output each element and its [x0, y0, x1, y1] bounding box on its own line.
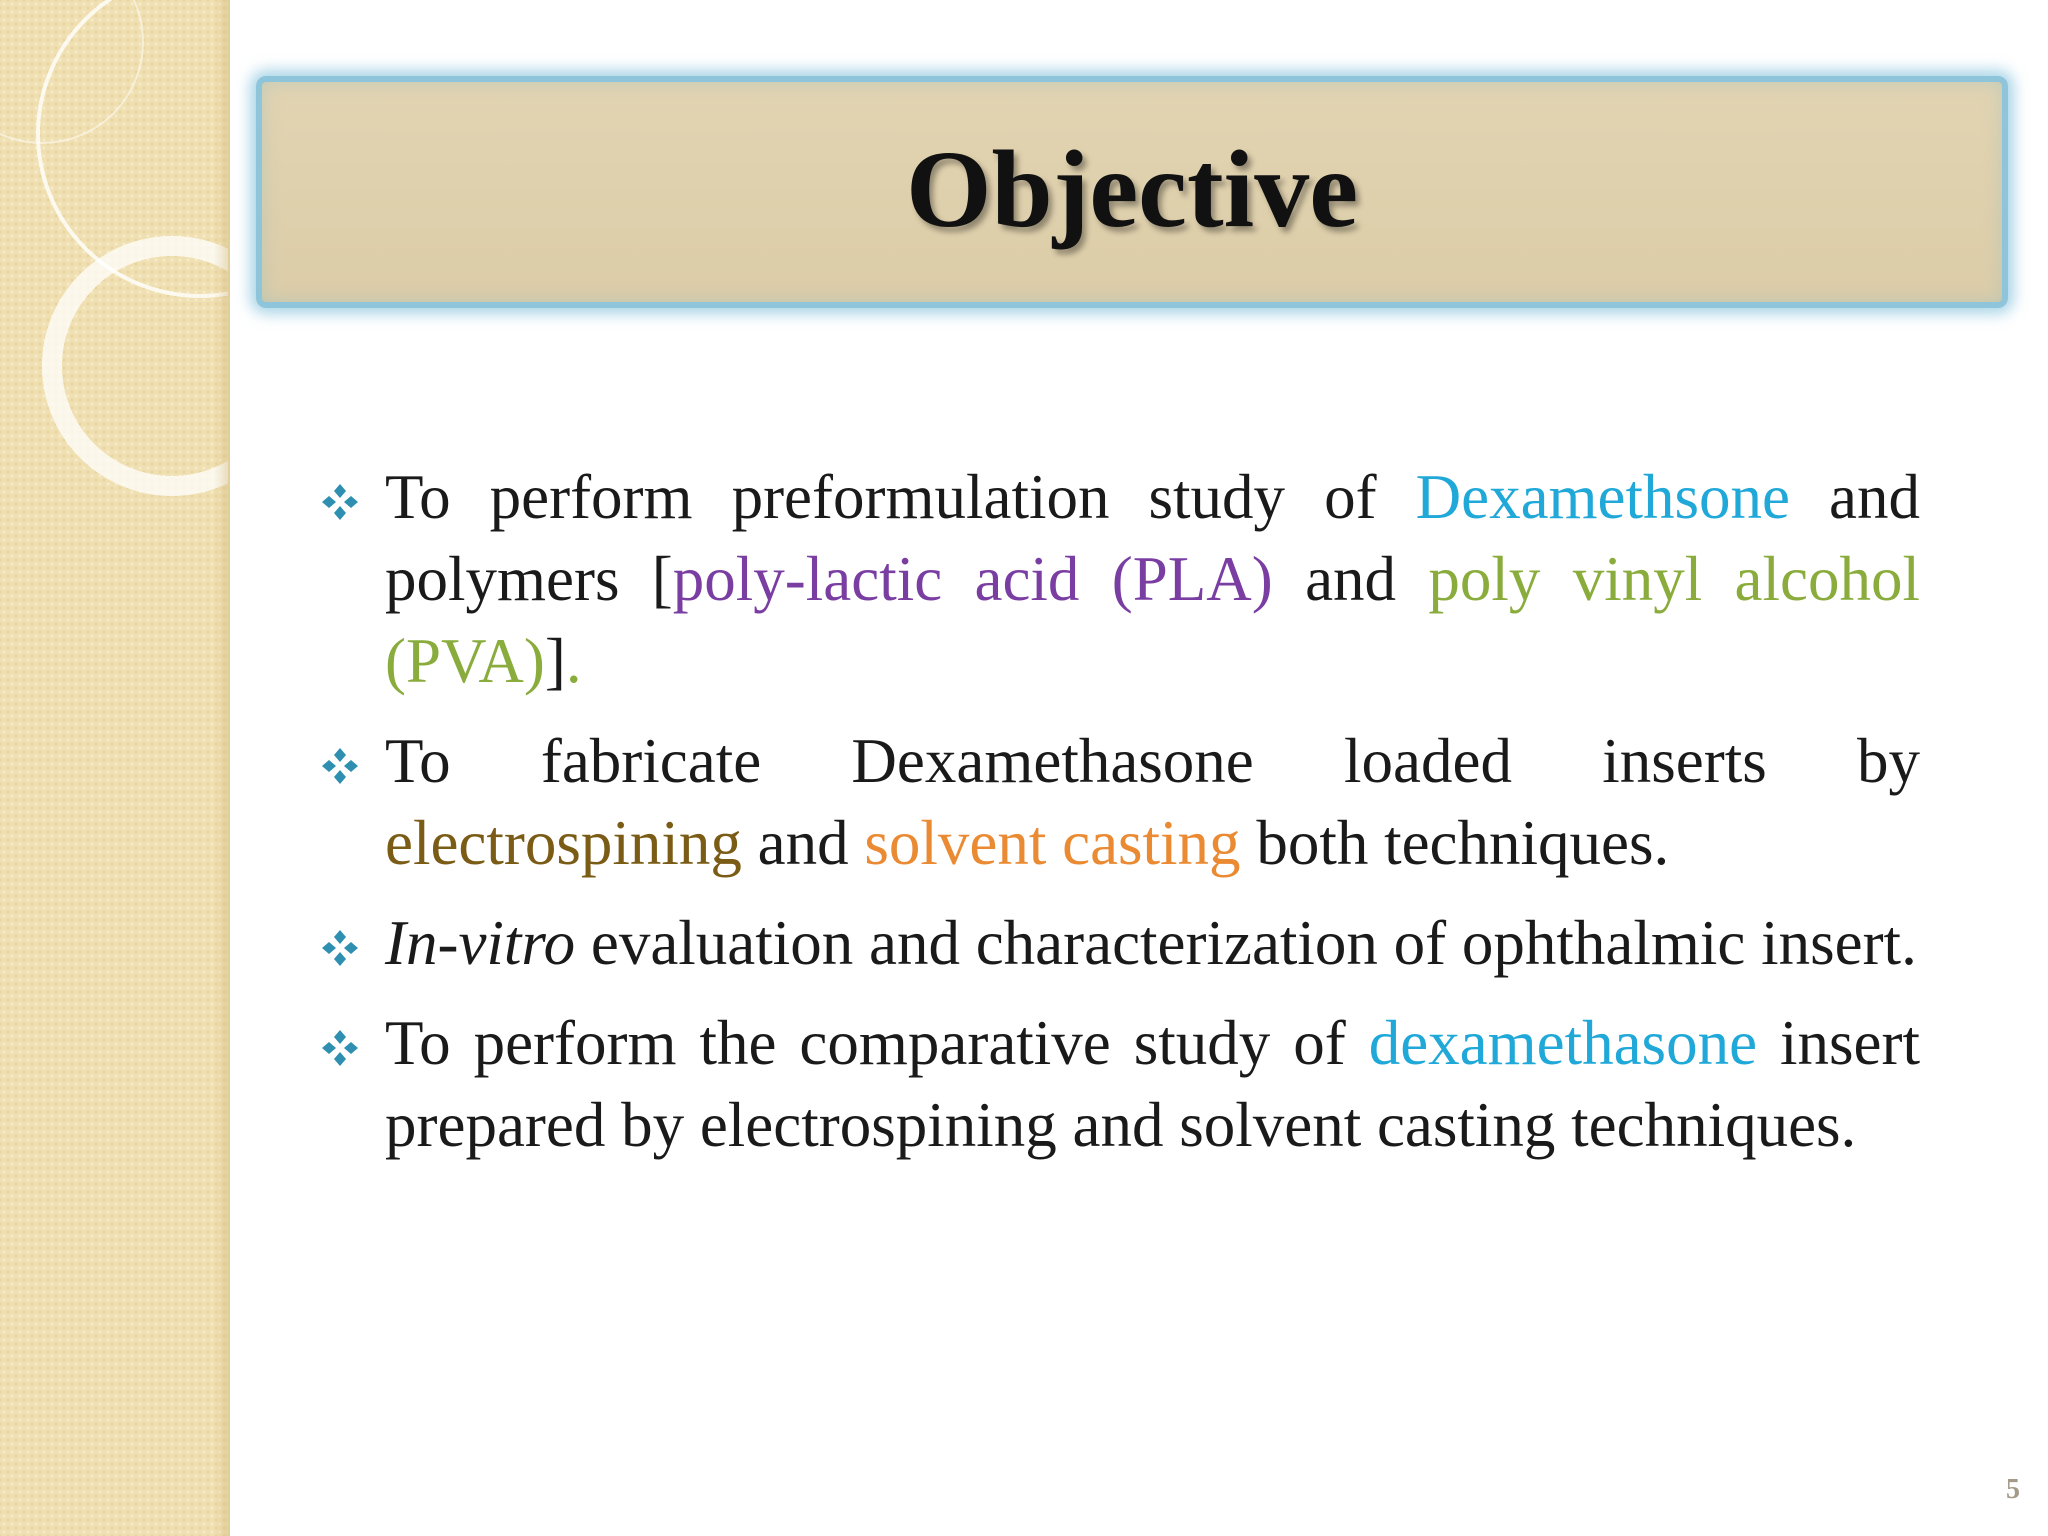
technique-electrospining-highlight: electrospining	[385, 808, 742, 878]
decorative-sidebar	[0, 0, 230, 1536]
bullet-text: To perform the comparative study of dexamethasone insert prepared by electrospining and solvent casting techniques.	[385, 1008, 1920, 1160]
four-diamond-bullet-icon	[320, 482, 360, 522]
bullet-item	[320, 720, 1920, 884]
sidebar-shade	[214, 0, 228, 1536]
bullet-text: To perform preformulation study of Dexamethsone and polymers [poly-lactic acid (PLA) and poly vinyl alcohol (PVA)].	[385, 462, 1920, 696]
four-diamond-bullet-icon	[320, 1028, 360, 1068]
slide-title: Objective	[905, 127, 1359, 250]
technique-solvent-casting-highlight: solvent casting	[864, 808, 1241, 878]
title-banner	[256, 76, 2008, 308]
bullet-item	[320, 1002, 1920, 1166]
drug-name-highlight: Dexamethsone	[1415, 462, 1790, 532]
decorative-ring	[42, 236, 230, 496]
four-diamond-bullet-icon	[320, 928, 360, 968]
in-vitro-term: In-vitro	[385, 908, 576, 978]
bullet-item	[320, 902, 1920, 984]
four-diamond-bullet-icon	[320, 746, 360, 786]
bullet-text: To fabricate Dexamethasone loaded inserts by electrospining and solvent casting both techniques.	[385, 726, 1920, 878]
page-number: 5	[2006, 1474, 2020, 1505]
bullet-text: In-vitro evaluation and characterization of ophthalmic insert.	[385, 908, 1917, 978]
drug-name-highlight: dexamethasone	[1368, 1008, 1758, 1078]
objective-list	[320, 456, 1920, 1184]
bullet-item	[320, 456, 1920, 702]
polymer-pla-highlight: poly-lactic acid (PLA)	[672, 544, 1273, 614]
polymer-pva-highlight: poly vinyl alcohol (PVA)	[385, 544, 1920, 696]
